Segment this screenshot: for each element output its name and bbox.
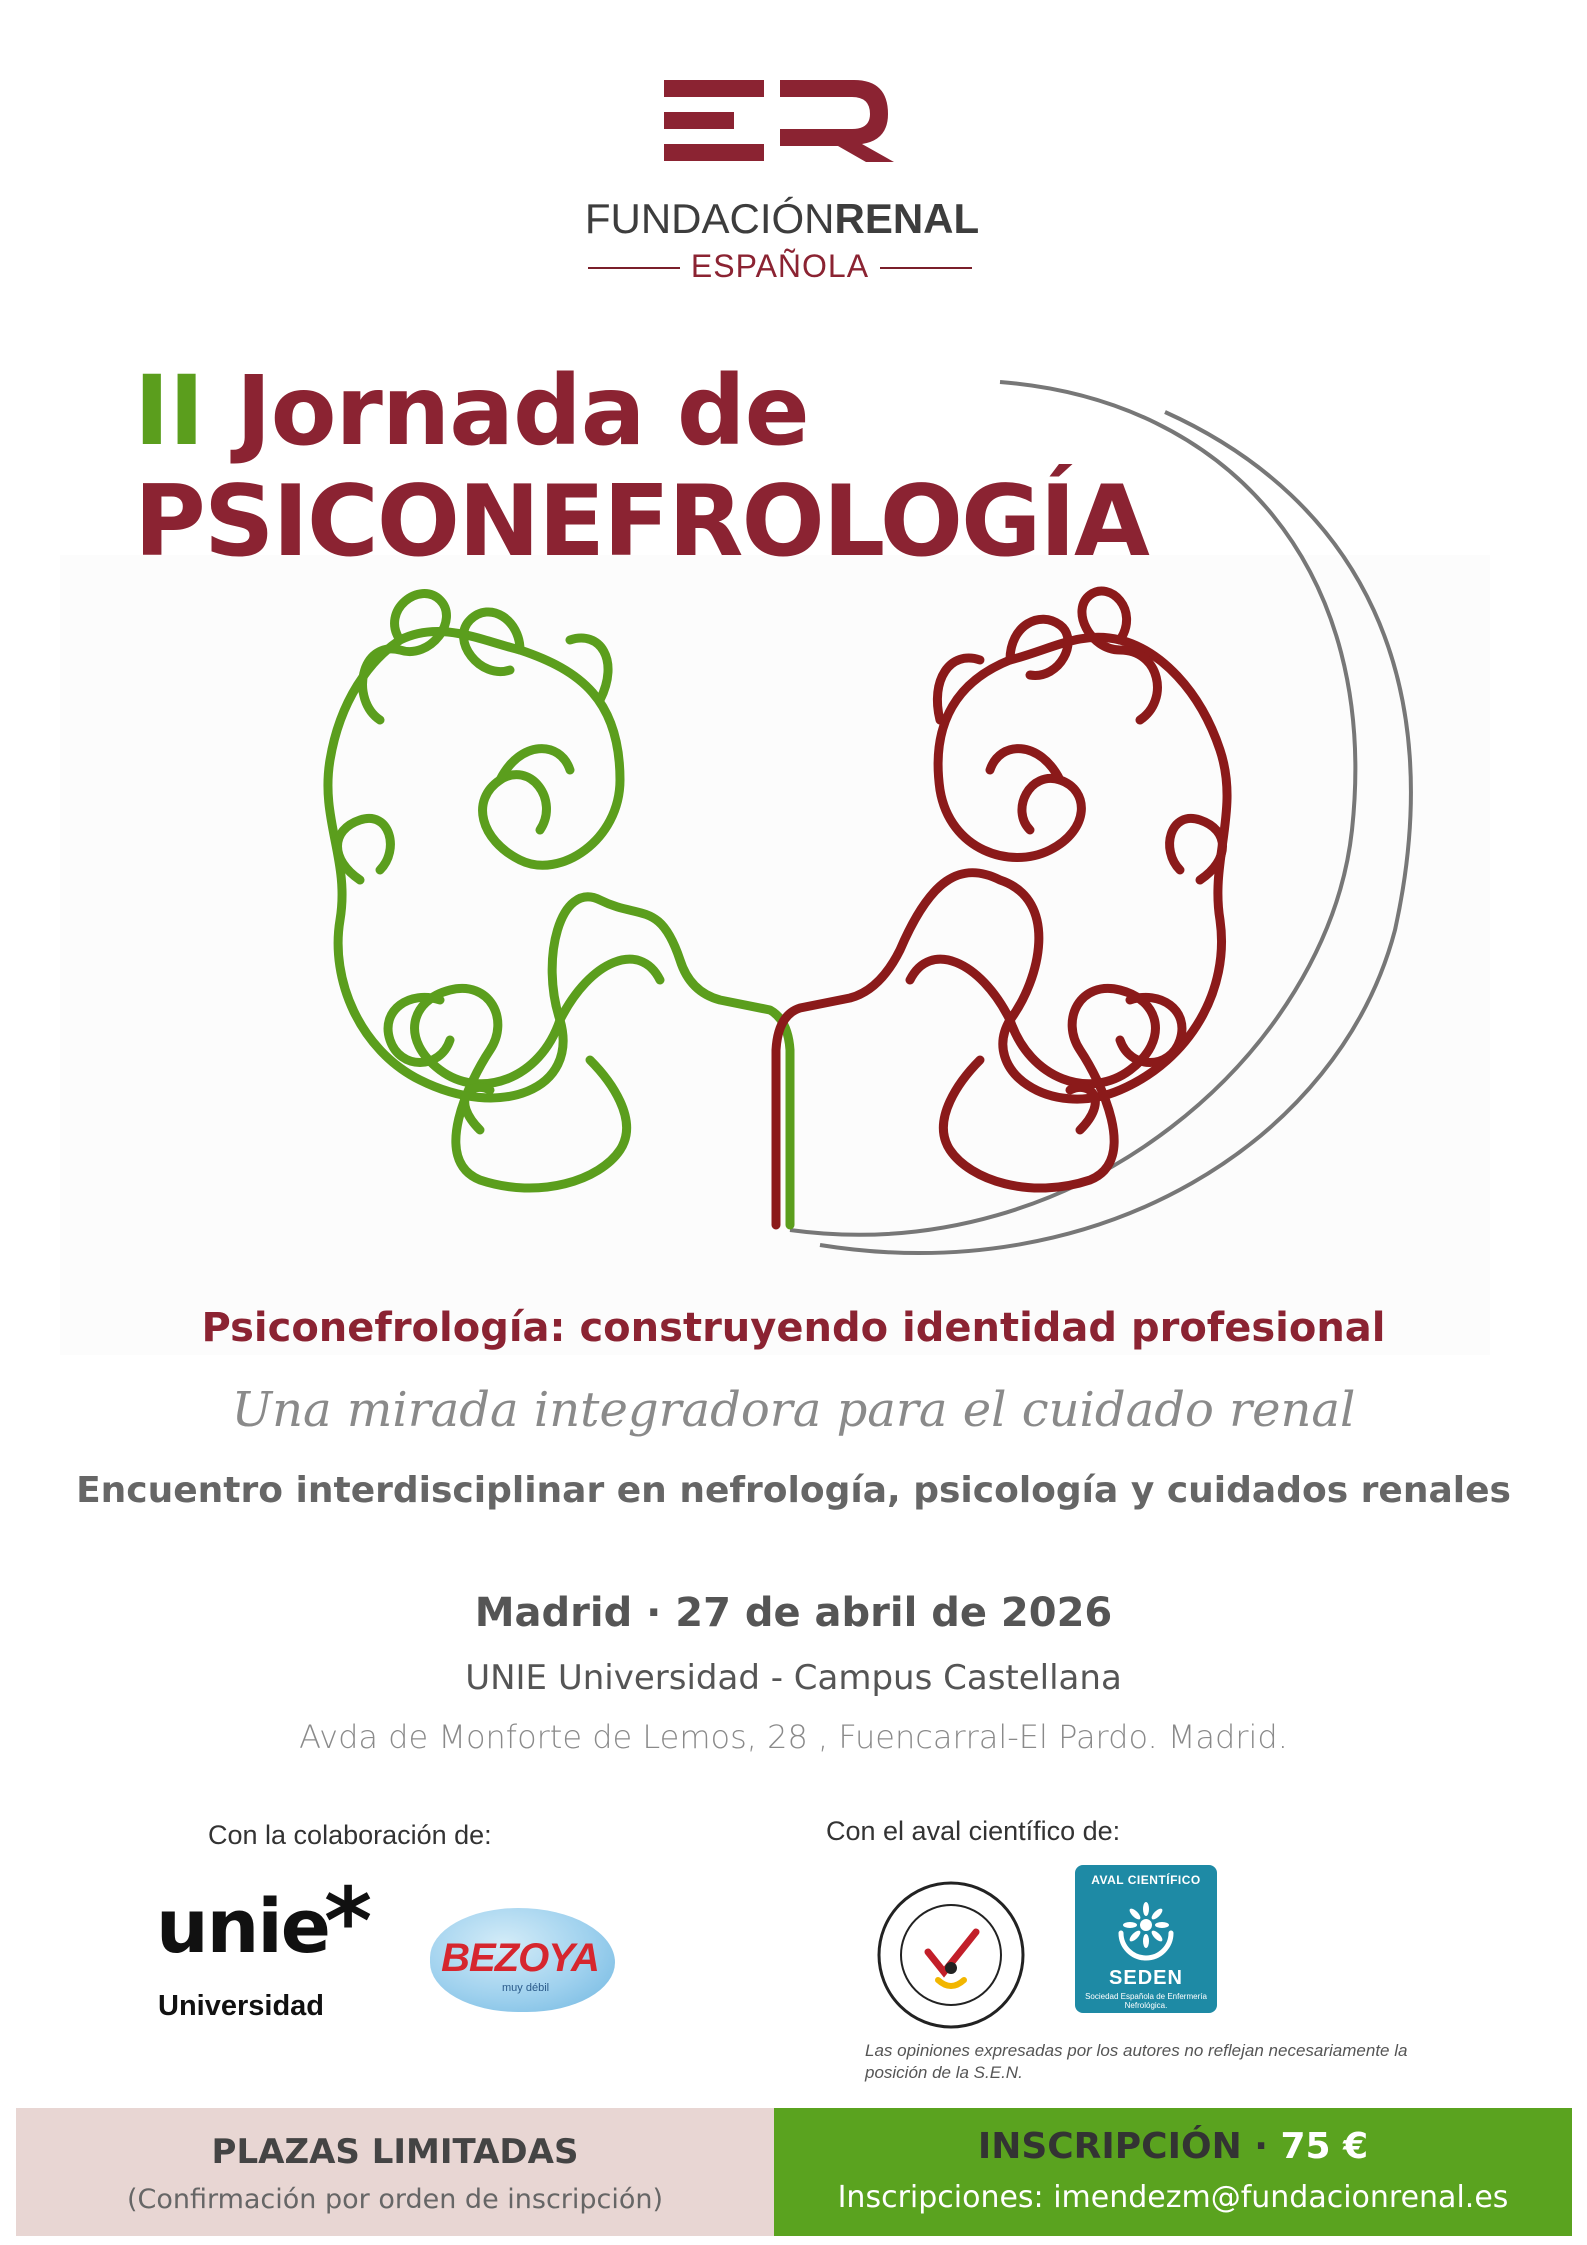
bezoya-logo: [420, 1900, 620, 2020]
collaboration-label: Con la colaboración de:: [208, 1820, 492, 1850]
registration-banner: [774, 2108, 1572, 2236]
organization-subname: ESPAÑOLA: [690, 248, 870, 284]
unie-star-icon: *: [324, 1868, 373, 1975]
limited-places-title: PLAZAS LIMITADAS: [211, 2132, 579, 2172]
limited-places-note: (Confirmación por orden de inscripción): [126, 2184, 664, 2215]
seden-flower-icon: [1111, 1895, 1181, 1961]
event-tagline: Psiconefrología: construyendo identidad profesional: [201, 1305, 1386, 1351]
unie-wordmark: unie: [156, 1884, 329, 1970]
seden-endorsement-label: AVAL CIENTÍFICO: [1091, 1873, 1201, 1887]
seden-description: Sociedad Española de Enfermería Nefrológica.: [1085, 1992, 1207, 2011]
disclaimer: Las opiniones expresadas por los autores no reflejan necesariamente la posición de la S.E.N.: [865, 2041, 1408, 2083]
sen-seal-icon: [876, 1880, 1026, 2030]
divider: [880, 267, 972, 269]
registration-price: 75 €: [1280, 2126, 1369, 2167]
bezoya-tagline: muy débil: [502, 1982, 550, 1994]
event-date: Madrid · 27 de abril de 2026: [474, 1590, 1113, 1636]
bezoya-wordmark: BEZOYA: [441, 1936, 599, 1980]
event-address: Avda de Monforte de Lemos, 28 , Fuencarral-El Pardo. Madrid.: [299, 1718, 1288, 1756]
scientific-endorsement-label: Con el aval científico de:: [826, 1816, 1121, 1846]
kidneys-illustration-icon: [0, 380, 1587, 1280]
event-motto: Una mirada integradora para el cuidado renal: [231, 1382, 1356, 1438]
event-venue: UNIE Universidad - Campus Castellana: [465, 1658, 1122, 1698]
seden-wordmark: SEDEN: [1109, 1967, 1183, 1989]
divider: [588, 267, 680, 269]
event-description: Encuentro interdisciplinar en nefrología, psicología y cuidados renales: [76, 1470, 1511, 1511]
organization-name: FUNDACIÓNRENAL: [584, 195, 980, 242]
limited-places-banner: [16, 2108, 774, 2236]
event-title-line2: PSICONEFROLOGÍA: [134, 465, 1148, 579]
fundacion-renal-logo-icon: [662, 78, 898, 164]
event-title-line1: II Jornada de: [134, 355, 809, 467]
registration-title: INSCRIPCIÓN · 75 €: [977, 2126, 1369, 2167]
unie-logo: [156, 1868, 386, 2025]
unie-subtitle: Universidad: [158, 1990, 324, 2022]
registration-email[interactable]: Inscripciones: imendezm@fundacionrenal.es: [837, 2180, 1509, 2215]
seden-logo: [1075, 1865, 1217, 2013]
